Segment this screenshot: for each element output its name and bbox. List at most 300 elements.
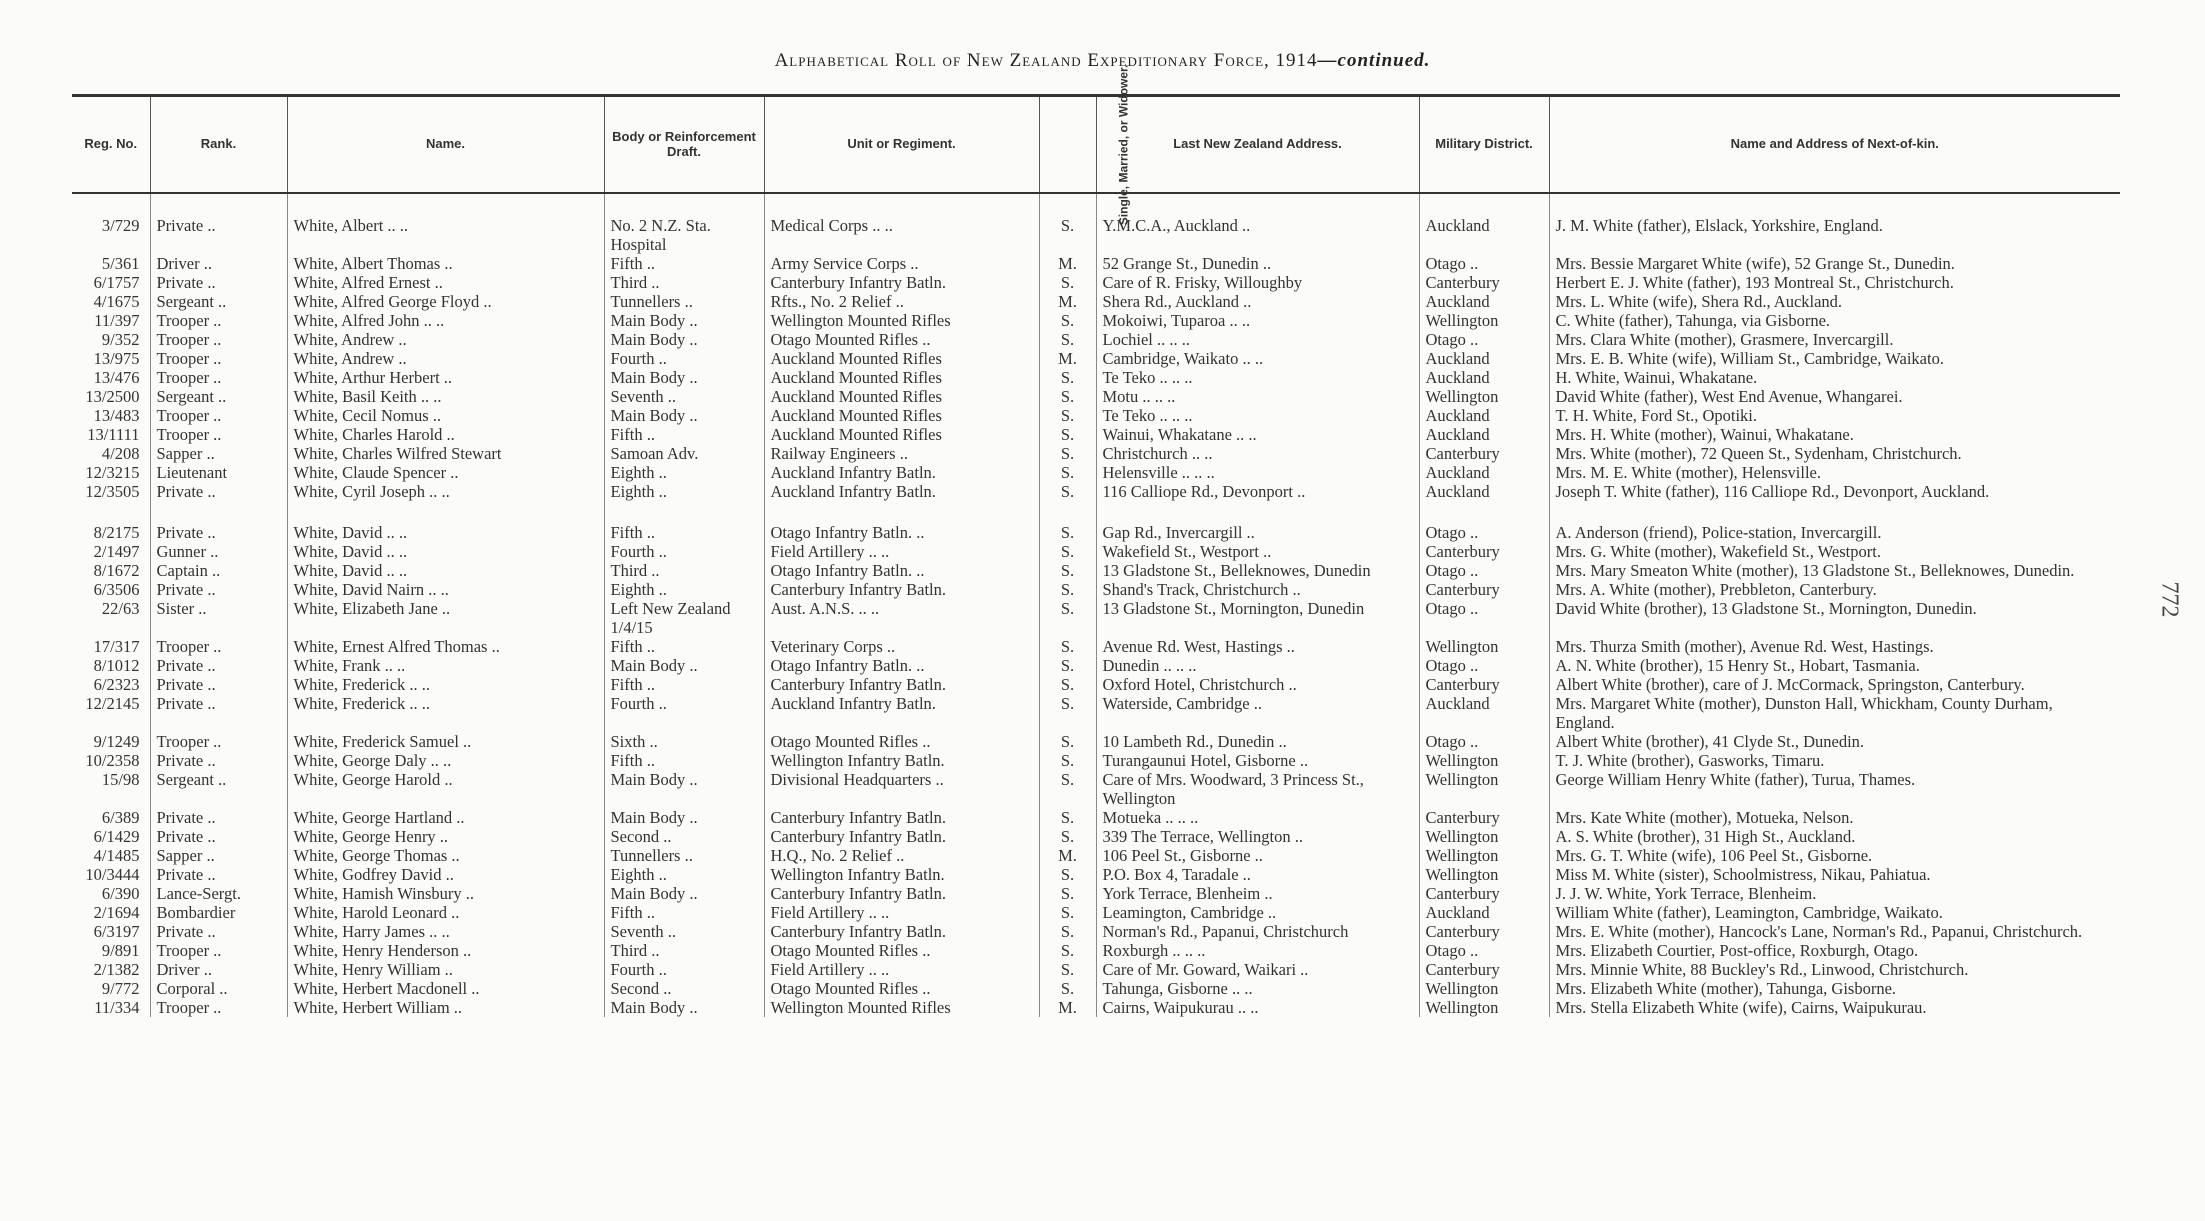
rank-cell: Trooper .. xyxy=(150,368,287,387)
draft-cell: Fifth .. xyxy=(604,637,764,656)
district-cell: Auckland xyxy=(1419,903,1549,922)
next-of-kin-cell: Mrs. H. White (mother), Wainui, Whakatane. xyxy=(1555,425,1854,444)
next-of-kin-cell: Mrs. Bessie Margaret White (wife), 52 Grange St., Dunedin. xyxy=(1555,254,1955,273)
draft-cell: Main Body .. xyxy=(604,330,764,349)
next-of-kin-cell: Mrs. L. White (wife), Shera Rd., Auckland. xyxy=(1555,292,1843,311)
status-cell: M. xyxy=(1039,292,1096,311)
rank-cell: Private .. xyxy=(150,501,287,542)
draft-cell: Fifth .. xyxy=(604,903,764,922)
reg-no-cell: 15/98 xyxy=(72,770,150,808)
table-row xyxy=(72,770,2120,808)
reg-no-cell: 6/2323 xyxy=(72,675,150,694)
name-cell: White, Frederick .. .. xyxy=(287,694,604,732)
table-row xyxy=(72,694,2120,732)
address-cell: Motueka .. .. .. xyxy=(1096,808,1419,827)
draft-cell: Fourth .. xyxy=(604,960,764,979)
name-cell: White, Alfred Ernest .. xyxy=(287,273,604,292)
address-cell: Shera Rd., Auckland .. xyxy=(1096,292,1419,311)
table-row xyxy=(72,922,2120,941)
reg-no-cell: 13/975 xyxy=(72,349,150,368)
rank-cell: Trooper .. xyxy=(150,311,287,330)
name-cell: White, Hamish Winsbury .. xyxy=(287,884,604,903)
address-cell: Wainui, Whakatane .. .. xyxy=(1096,425,1419,444)
status-cell: S. xyxy=(1039,387,1096,406)
unit-cell: Field Artillery .. .. xyxy=(764,903,1039,922)
address-cell: Mokoiwi, Tuparoa .. .. xyxy=(1096,311,1419,330)
district-cell: Wellington xyxy=(1419,827,1549,846)
status-cell: S. xyxy=(1039,273,1096,292)
name-cell: White, Godfrey David .. xyxy=(287,865,604,884)
status-cell: S. xyxy=(1039,193,1096,254)
table-row xyxy=(72,960,2120,979)
draft-cell: Main Body .. xyxy=(604,406,764,425)
address-cell: Care of Mrs. Woodward, 3 Princess St., Wellington xyxy=(1096,770,1419,808)
table-row xyxy=(72,292,2120,311)
reg-no-cell: 8/1672 xyxy=(72,561,150,580)
address-cell: Care of Mr. Goward, Waikari .. xyxy=(1096,960,1419,979)
unit-cell: Otago Mounted Rifles .. xyxy=(764,941,1039,960)
draft-cell: Sixth .. xyxy=(604,732,764,751)
reg-no-cell: 9/1249 xyxy=(72,732,150,751)
status-cell: S. xyxy=(1039,865,1096,884)
district-cell: Otago .. xyxy=(1419,561,1549,580)
table-row xyxy=(72,406,2120,425)
name-cell: White, David .. .. xyxy=(287,561,604,580)
reg-no-cell: 8/1012 xyxy=(72,656,150,675)
address-cell: 339 The Terrace, Wellington .. xyxy=(1096,827,1419,846)
next-of-kin-cell: J. M. White (father), Elslack, Yorkshire, England. xyxy=(1555,216,1883,235)
unit-cell: Canterbury Infantry Batln. xyxy=(764,808,1039,827)
address-cell: Helensville .. .. .. xyxy=(1096,463,1419,482)
unit-cell: Wellington Mounted Rifles xyxy=(764,311,1039,330)
status-cell: S. xyxy=(1039,675,1096,694)
next-of-kin-cell: Mrs. Mary Smeaton White (mother), 13 Gladstone St., Belleknowes, Dunedin. xyxy=(1555,561,2075,580)
rank-cell: Sapper .. xyxy=(150,846,287,865)
rank-cell: Private .. xyxy=(150,865,287,884)
draft-cell: Main Body .. xyxy=(604,368,764,387)
address-cell: Dunedin .. .. .. xyxy=(1096,656,1419,675)
table-row xyxy=(72,482,2120,501)
reg-no-cell: 6/1429 xyxy=(72,827,150,846)
district-cell: Canterbury xyxy=(1419,922,1549,941)
unit-cell: Auckland Infantry Batln. xyxy=(764,482,1039,501)
unit-cell: H.Q., No. 2 Relief .. xyxy=(764,846,1039,865)
title-main: Alphabetical Roll of New Zealand Expeditionary Force, 1914 xyxy=(774,50,1318,71)
name-cell: White, Cecil Nomus .. xyxy=(287,406,604,425)
address-cell: Turangaunui Hotel, Gisborne .. xyxy=(1096,751,1419,770)
status-cell: S. xyxy=(1039,330,1096,349)
district-cell: Auckland xyxy=(1419,425,1549,444)
table-row xyxy=(72,368,2120,387)
table-row xyxy=(72,846,2120,865)
reg-no-cell: 11/397 xyxy=(72,311,150,330)
draft-cell: Main Body .. xyxy=(604,884,764,903)
table-row xyxy=(72,903,2120,922)
district-cell: Canterbury xyxy=(1419,580,1549,599)
draft-cell: Fourth .. xyxy=(604,694,764,732)
status-cell: S. xyxy=(1039,732,1096,751)
name-cell: White, George Harold .. xyxy=(287,770,604,808)
address-cell: 13 Gladstone St., Belleknowes, Dunedin xyxy=(1096,561,1419,580)
address-cell: Norman's Rd., Papanui, Christchurch xyxy=(1096,922,1419,941)
status-cell: S. xyxy=(1039,444,1096,463)
status-cell: S. xyxy=(1039,751,1096,770)
next-of-kin-cell: Mrs. White (mother), 72 Queen St., Sydenham, Christchurch. xyxy=(1555,444,1962,463)
table-header-row xyxy=(72,96,2120,194)
name-cell: White, Basil Keith .. .. xyxy=(287,387,604,406)
unit-cell: Canterbury Infantry Batln. xyxy=(764,884,1039,903)
next-of-kin-cell: Albert White (brother), care of J. McCormack, Springston, Canterbury. xyxy=(1555,675,2025,694)
reg-no-cell: 12/2145 xyxy=(72,694,150,732)
table-row xyxy=(72,941,2120,960)
table-row xyxy=(72,827,2120,846)
rank-cell: Trooper .. xyxy=(150,732,287,751)
header-district: Military District. xyxy=(1419,96,1549,194)
district-cell: Auckland xyxy=(1419,482,1549,501)
district-cell: Otago .. xyxy=(1419,656,1549,675)
district-cell: Otago .. xyxy=(1419,501,1549,542)
status-cell: M. xyxy=(1039,846,1096,865)
name-cell: White, Elizabeth Jane .. xyxy=(287,599,604,637)
rank-cell: Sister .. xyxy=(150,599,287,637)
reg-no-cell: 2/1382 xyxy=(72,960,150,979)
district-cell: Otago .. xyxy=(1419,599,1549,637)
table-row xyxy=(72,387,2120,406)
name-cell: White, Herbert Macdonell .. xyxy=(287,979,604,998)
rank-cell: Corporal .. xyxy=(150,979,287,998)
address-cell: P.O. Box 4, Taradale .. xyxy=(1096,865,1419,884)
status-cell: S. xyxy=(1039,599,1096,637)
draft-cell: Third .. xyxy=(604,273,764,292)
rank-cell: Trooper .. xyxy=(150,998,287,1017)
reg-no-cell: 13/1111 xyxy=(72,425,150,444)
next-of-kin-cell: David White (father), West End Avenue, Whangarei. xyxy=(1555,387,1903,406)
address-cell: Shand's Track, Christchurch .. xyxy=(1096,580,1419,599)
address-cell: Y.M.C.A., Auckland .. xyxy=(1096,193,1419,254)
draft-cell: Fifth .. xyxy=(604,501,764,542)
table-row xyxy=(72,656,2120,675)
next-of-kin-cell: George William Henry White (father), Turua, Thames. xyxy=(1555,770,1916,789)
status-cell: S. xyxy=(1039,979,1096,998)
reg-no-cell: 4/1675 xyxy=(72,292,150,311)
draft-cell: Fourth .. xyxy=(604,542,764,561)
draft-cell: Left New Zealand 1/4/15 xyxy=(604,599,764,637)
draft-cell: Fifth .. xyxy=(604,425,764,444)
table-row xyxy=(72,425,2120,444)
page-title xyxy=(0,50,2205,72)
reg-no-cell: 2/1694 xyxy=(72,903,150,922)
table-row xyxy=(72,599,2120,637)
next-of-kin-cell: Mrs. M. E. White (mother), Helensville. xyxy=(1555,463,1821,482)
rank-cell: Sapper .. xyxy=(150,444,287,463)
status-cell: S. xyxy=(1039,482,1096,501)
draft-cell: Tunnellers .. xyxy=(604,292,764,311)
unit-cell: Wellington Infantry Batln. xyxy=(764,751,1039,770)
status-cell: S. xyxy=(1039,656,1096,675)
district-cell: Wellington xyxy=(1419,311,1549,330)
rank-cell: Private .. xyxy=(150,922,287,941)
table-row xyxy=(72,542,2120,561)
unit-cell: Auckland Mounted Rifles xyxy=(764,406,1039,425)
title-suffix: —continued. xyxy=(1317,50,1431,71)
header-address: Last New Zealand Address. xyxy=(1096,96,1419,194)
draft-cell: Eighth .. xyxy=(604,482,764,501)
reg-no-cell: 8/2175 xyxy=(72,501,150,542)
reg-no-cell: 2/1497 xyxy=(72,542,150,561)
table-row xyxy=(72,330,2120,349)
name-cell: White, Henry Henderson .. xyxy=(287,941,604,960)
unit-cell: Canterbury Infantry Batln. xyxy=(764,273,1039,292)
roll-table xyxy=(72,64,2120,1017)
district-cell: Otago .. xyxy=(1419,254,1549,273)
next-of-kin-cell: Mrs. Margaret White (mother), Dunston Hall, Whickham, County Durham, England. xyxy=(1555,694,2053,732)
address-cell: Oxford Hotel, Christchurch .. xyxy=(1096,675,1419,694)
rank-cell: Trooper .. xyxy=(150,406,287,425)
table-row xyxy=(72,998,2120,1017)
next-of-kin-cell: C. White (father), Tahunga, via Gisborne. xyxy=(1555,311,1831,330)
district-cell: Wellington xyxy=(1419,865,1549,884)
rank-cell: Trooper .. xyxy=(150,330,287,349)
district-cell: Auckland xyxy=(1419,406,1549,425)
next-of-kin-cell: David White (brother), 13 Gladstone St., Mornington, Dunedin. xyxy=(1555,599,1977,618)
reg-no-cell: 4/1485 xyxy=(72,846,150,865)
next-of-kin-cell: H. White, Wainui, Whakatane. xyxy=(1555,368,1758,387)
unit-cell: Wellington Mounted Rifles xyxy=(764,998,1039,1017)
rank-cell: Trooper .. xyxy=(150,425,287,444)
table-row xyxy=(72,884,2120,903)
reg-no-cell: 6/3506 xyxy=(72,580,150,599)
unit-cell: Canterbury Infantry Batln. xyxy=(764,580,1039,599)
status-cell: S. xyxy=(1039,941,1096,960)
unit-cell: Divisional Headquarters .. xyxy=(764,770,1039,808)
unit-cell: Auckland Infantry Batln. xyxy=(764,694,1039,732)
rank-cell: Trooper .. xyxy=(150,637,287,656)
status-cell: S. xyxy=(1039,406,1096,425)
next-of-kin-cell: Mrs. Thurza Smith (mother), Avenue Rd. West, Hastings. xyxy=(1555,637,1934,656)
draft-cell: Fourth .. xyxy=(604,349,764,368)
name-cell: White, Charles Wilfred Stewart xyxy=(287,444,604,463)
district-cell: Otago .. xyxy=(1419,732,1549,751)
district-cell: Wellington xyxy=(1419,751,1549,770)
district-cell: Wellington xyxy=(1419,998,1549,1017)
address-cell: 52 Grange St., Dunedin .. xyxy=(1096,254,1419,273)
table-row xyxy=(72,561,2120,580)
next-of-kin-cell: Miss M. White (sister), Schoolmistress, Nikau, Pahiatua. xyxy=(1555,865,1931,884)
rank-cell: Private .. xyxy=(150,580,287,599)
draft-cell: Fifth .. xyxy=(604,254,764,273)
name-cell: White, Frederick .. .. xyxy=(287,675,604,694)
table-row xyxy=(72,273,2120,292)
reg-no-cell: 9/352 xyxy=(72,330,150,349)
name-cell: White, Cyril Joseph .. .. xyxy=(287,482,604,501)
next-of-kin-cell: A. N. White (brother), 15 Henry St., Hobart, Tasmania. xyxy=(1555,656,1920,675)
draft-cell: Main Body .. xyxy=(604,656,764,675)
next-of-kin-cell: A. S. White (brother), 31 High St., Auckland. xyxy=(1555,827,1856,846)
table-row xyxy=(72,501,2120,542)
name-cell: White, Arthur Herbert .. xyxy=(287,368,604,387)
reg-no-cell: 13/476 xyxy=(72,368,150,387)
header-name: Name. xyxy=(287,96,604,194)
status-cell: M. xyxy=(1039,349,1096,368)
district-cell: Canterbury xyxy=(1419,444,1549,463)
district-cell: Wellington xyxy=(1419,846,1549,865)
unit-cell: Otago Mounted Rifles .. xyxy=(764,732,1039,751)
status-cell: S. xyxy=(1039,311,1096,330)
status-cell: S. xyxy=(1039,770,1096,808)
next-of-kin-cell: Mrs. G. T. White (wife), 106 Peel St., Gisborne. xyxy=(1555,846,1873,865)
next-of-kin-cell: William White (father), Leamington, Cambridge, Waikato. xyxy=(1555,903,1943,922)
address-cell: Leamington, Cambridge .. xyxy=(1096,903,1419,922)
table-row xyxy=(72,865,2120,884)
header-draft: Body or Reinforcement Draft. xyxy=(604,96,764,194)
draft-cell: Main Body .. xyxy=(604,770,764,808)
unit-cell: Otago Infantry Batln. .. xyxy=(764,501,1039,542)
next-of-kin-cell: Mrs. E. B. White (wife), William St., Cambridge, Waikato. xyxy=(1555,349,1944,368)
draft-cell: Samoan Adv. xyxy=(604,444,764,463)
address-cell: 116 Calliope Rd., Devonport .. xyxy=(1096,482,1419,501)
address-cell: Cambridge, Waikato .. .. xyxy=(1096,349,1419,368)
next-of-kin-cell: Mrs. Kate White (mother), Motueka, Nelson. xyxy=(1555,808,1854,827)
address-cell: Tahunga, Gisborne .. .. xyxy=(1096,979,1419,998)
district-cell: Auckland xyxy=(1419,193,1549,254)
header-status-label: Single, Married, or Widower. xyxy=(1115,64,1130,226)
table-row xyxy=(72,311,2120,330)
status-cell: S. xyxy=(1039,561,1096,580)
reg-no-cell: 4/208 xyxy=(72,444,150,463)
draft-cell: Fifth .. xyxy=(604,675,764,694)
status-cell: M. xyxy=(1039,254,1096,273)
header-unit: Unit or Regiment. xyxy=(764,96,1039,194)
unit-cell: Auckland Mounted Rifles xyxy=(764,368,1039,387)
district-cell: Auckland xyxy=(1419,349,1549,368)
district-cell: Canterbury xyxy=(1419,808,1549,827)
address-cell: 10 Lambeth Rd., Dunedin .. xyxy=(1096,732,1419,751)
reg-no-cell: 9/772 xyxy=(72,979,150,998)
district-cell: Auckland xyxy=(1419,368,1549,387)
table-row xyxy=(72,463,2120,482)
unit-cell: Wellington Infantry Batln. xyxy=(764,865,1039,884)
status-cell: S. xyxy=(1039,463,1096,482)
name-cell: White, Alfred George Floyd .. xyxy=(287,292,604,311)
rank-cell: Captain .. xyxy=(150,561,287,580)
status-cell: S. xyxy=(1039,694,1096,732)
name-cell: White, Frederick Samuel .. xyxy=(287,732,604,751)
rank-cell: Sergeant .. xyxy=(150,770,287,808)
table-row xyxy=(72,349,2120,368)
district-cell: Wellington xyxy=(1419,770,1549,808)
unit-cell: Railway Engineers .. xyxy=(764,444,1039,463)
reg-no-cell: 11/334 xyxy=(72,998,150,1017)
table-row xyxy=(72,979,2120,998)
district-cell: Canterbury xyxy=(1419,884,1549,903)
address-cell: Waterside, Cambridge .. xyxy=(1096,694,1419,732)
rank-cell: Bombardier xyxy=(150,903,287,922)
district-cell: Auckland xyxy=(1419,463,1549,482)
rank-cell: Sergeant .. xyxy=(150,292,287,311)
unit-cell: Otago Mounted Rifles .. xyxy=(764,979,1039,998)
unit-cell: Auckland Mounted Rifles xyxy=(764,387,1039,406)
reg-no-cell: 13/483 xyxy=(72,406,150,425)
name-cell: White, Alfred John .. .. xyxy=(287,311,604,330)
status-cell: S. xyxy=(1039,903,1096,922)
next-of-kin-cell: Mrs. E. White (mother), Hancock's Lane, Norman's Rd., Papanui, Christchurch. xyxy=(1555,922,2083,941)
page-number: 772 xyxy=(2156,581,2183,618)
address-cell: Christchurch .. .. xyxy=(1096,444,1419,463)
unit-cell: Canterbury Infantry Batln. xyxy=(764,922,1039,941)
next-of-kin-cell: A. Anderson (friend), Police-station, Invercargill. xyxy=(1555,523,1882,542)
rank-cell: Private .. xyxy=(150,827,287,846)
next-of-kin-cell: Mrs. Elizabeth White (mother), Tahunga, Gisborne. xyxy=(1555,979,1897,998)
district-cell: Wellington xyxy=(1419,979,1549,998)
next-of-kin-cell: Mrs. G. White (mother), Wakefield St., Westport. xyxy=(1555,542,1881,561)
next-of-kin-cell: T. J. White (brother), Gasworks, Timaru. xyxy=(1555,751,1825,770)
address-cell: Care of R. Frisky, Willoughby xyxy=(1096,273,1419,292)
rank-cell: Sergeant .. xyxy=(150,387,287,406)
name-cell: White, David Nairn .. .. xyxy=(287,580,604,599)
reg-no-cell: 6/390 xyxy=(72,884,150,903)
reg-no-cell: 6/1757 xyxy=(72,273,150,292)
status-cell: S. xyxy=(1039,368,1096,387)
unit-cell: Auckland Mounted Rifles xyxy=(764,425,1039,444)
table-row xyxy=(72,808,2120,827)
unit-cell: Canterbury Infantry Batln. xyxy=(764,827,1039,846)
name-cell: White, George Daly .. .. xyxy=(287,751,604,770)
address-cell: Roxburgh .. .. .. xyxy=(1096,941,1419,960)
draft-cell: Seventh .. xyxy=(604,922,764,941)
table-row xyxy=(72,580,2120,599)
draft-cell: Eighth .. xyxy=(604,865,764,884)
reg-no-cell: 3/729 xyxy=(72,193,150,254)
header-rank: Rank. xyxy=(150,96,287,194)
name-cell: White, George Henry .. xyxy=(287,827,604,846)
next-of-kin-cell: Joseph T. White (father), 116 Calliope Rd., Devonport, Auckland. xyxy=(1555,482,1990,501)
draft-cell: Eighth .. xyxy=(604,580,764,599)
rank-cell: Lance-Sergt. xyxy=(150,884,287,903)
name-cell: White, David .. .. xyxy=(287,542,604,561)
name-cell: White, Henry William .. xyxy=(287,960,604,979)
address-cell: Wakefield St., Westport .. xyxy=(1096,542,1419,561)
rank-cell: Private .. xyxy=(150,751,287,770)
name-cell: White, David .. .. xyxy=(287,501,604,542)
rank-cell: Private .. xyxy=(150,273,287,292)
unit-cell: Otago Mounted Rifles .. xyxy=(764,330,1039,349)
status-cell: S. xyxy=(1039,808,1096,827)
rank-cell: Lieutenant xyxy=(150,463,287,482)
district-cell: Otago .. xyxy=(1419,941,1549,960)
unit-cell: Auckland Mounted Rifles xyxy=(764,349,1039,368)
table-row xyxy=(72,637,2120,656)
unit-cell: Otago Infantry Batln. .. xyxy=(764,561,1039,580)
district-cell: Otago .. xyxy=(1419,330,1549,349)
status-cell: S. xyxy=(1039,425,1096,444)
next-of-kin-cell: Mrs. Elizabeth Courtier, Post-office, Roxburgh, Otago. xyxy=(1555,941,1919,960)
unit-cell: Field Artillery .. .. xyxy=(764,960,1039,979)
rank-cell: Private .. xyxy=(150,675,287,694)
draft-cell: Eighth .. xyxy=(604,463,764,482)
unit-cell: Medical Corps .. .. xyxy=(764,193,1039,254)
reg-no-cell: 6/3197 xyxy=(72,922,150,941)
name-cell: White, Harry James .. .. xyxy=(287,922,604,941)
draft-cell: Fifth .. xyxy=(604,751,764,770)
reg-no-cell: 12/3505 xyxy=(72,482,150,501)
address-cell: Te Teko .. .. .. xyxy=(1096,368,1419,387)
unit-cell: Otago Infantry Batln. .. xyxy=(764,656,1039,675)
name-cell: White, Herbert William .. xyxy=(287,998,604,1017)
table-row xyxy=(72,444,2120,463)
status-cell: S. xyxy=(1039,960,1096,979)
table-row xyxy=(72,675,2120,694)
name-cell: White, Frank .. .. xyxy=(287,656,604,675)
